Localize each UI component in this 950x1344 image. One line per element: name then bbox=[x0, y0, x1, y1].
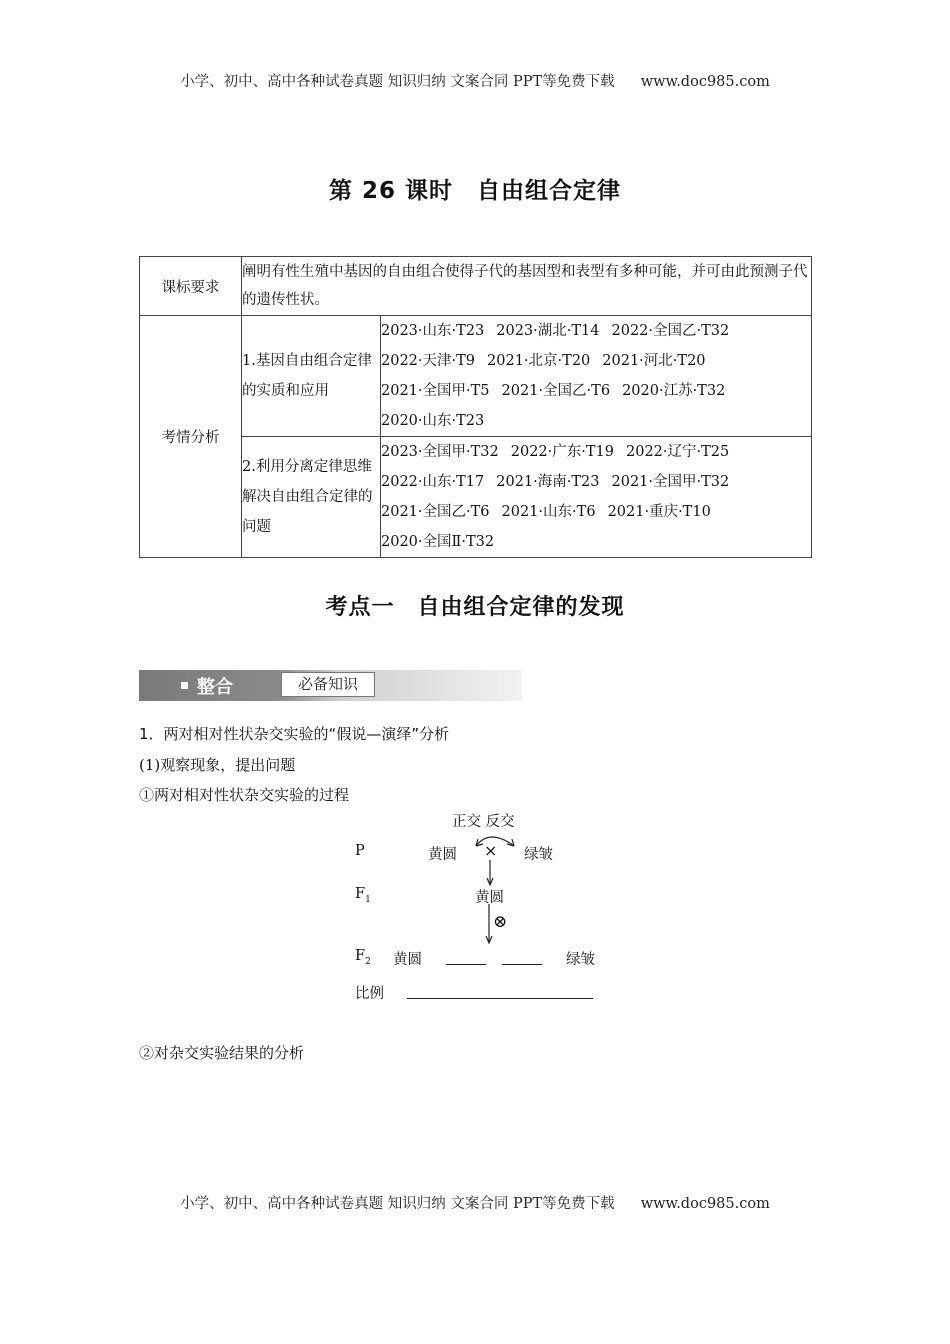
ref-row bbox=[381, 497, 811, 527]
row-label-standard: 课标要求 bbox=[140, 257, 242, 316]
ref-item: 2020·江苏·T32 bbox=[622, 383, 726, 399]
f1-label bbox=[355, 886, 371, 905]
f1-subscript: 1 bbox=[365, 894, 371, 905]
ref-item: 2022·山东·T17 bbox=[381, 474, 485, 490]
self-cross-symbol: ⊗ bbox=[493, 912, 508, 932]
ref-item: 2021·全国甲·T5 bbox=[381, 383, 490, 399]
page-footer bbox=[0, 1192, 950, 1213]
ref-item: 2022·辽宁·T25 bbox=[626, 444, 730, 460]
header-site: www.doc985.com bbox=[640, 74, 770, 90]
f2-blank-2 bbox=[502, 964, 542, 965]
ref-item: 2020·全国Ⅱ·T32 bbox=[381, 534, 495, 550]
ref-item: 2022·全国乙·T32 bbox=[611, 323, 730, 339]
p-parent-1: 黄圆 bbox=[428, 847, 457, 863]
f2-blank-1 bbox=[446, 964, 486, 965]
curriculum-table bbox=[139, 256, 812, 558]
ref-row bbox=[381, 376, 811, 406]
p-label: P bbox=[355, 843, 365, 859]
ref-item: 2021·北京·T20 bbox=[487, 353, 591, 369]
item-1: 1．两对相对性状杂交实验的“假说—演绎”分析 bbox=[139, 725, 450, 743]
ref-item: 2021·河北·T20 bbox=[602, 353, 706, 369]
header-text: 小学、初中、高中各种试卷真题 知识归纳 文案合同 PPT等免费下载 bbox=[180, 74, 615, 90]
ref-item: 2023·湖北·T14 bbox=[496, 323, 600, 339]
f2-letter: F bbox=[355, 948, 366, 964]
ref-item: 2023·山东·T23 bbox=[381, 323, 485, 339]
ref-row bbox=[381, 316, 811, 346]
ref-item: 2021·全国甲·T32 bbox=[611, 474, 730, 490]
footer-site: www.doc985.com bbox=[640, 1196, 770, 1212]
item-1-1: (1)观察现象，提出问题 bbox=[139, 756, 296, 774]
ref-row bbox=[381, 406, 811, 436]
square-bullet-icon bbox=[181, 682, 188, 689]
cross-labels: 正交 反交 bbox=[452, 814, 515, 830]
ref-item: 2021·全国乙·T6 bbox=[501, 383, 611, 399]
exam-refs-2 bbox=[381, 437, 812, 558]
item-1-1-b: ②对杂交实验结果的分析 bbox=[139, 1044, 305, 1062]
ref-item: 2020·山东·T23 bbox=[381, 413, 485, 429]
f1-letter: F bbox=[355, 886, 366, 902]
footer-text: 小学、初中、高中各种试卷真题 知识归纳 文案合同 PPT等免费下载 bbox=[180, 1196, 615, 1212]
ratio-blank bbox=[407, 998, 593, 999]
ref-item: 2023·全国甲·T32 bbox=[381, 444, 499, 460]
f2-label bbox=[355, 948, 371, 967]
ref-item: 2021·海南·T23 bbox=[496, 474, 600, 490]
row-label-analysis: 考情分析 bbox=[140, 316, 242, 558]
f2-phenotype-1: 黄圆 bbox=[393, 952, 422, 968]
page-title: 第 26 课时 自由组合定律 bbox=[328, 178, 622, 204]
f2-subscript: 2 bbox=[365, 956, 371, 967]
page-header bbox=[0, 70, 950, 91]
ref-item: 2022·广东·T19 bbox=[510, 444, 614, 460]
f2-phenotype-4: 绿皱 bbox=[566, 952, 595, 968]
ref-item: 2021·重庆·T10 bbox=[607, 504, 711, 520]
ref-item: 2022·天津·T9 bbox=[381, 353, 476, 369]
ref-item: 2021·全国乙·T6 bbox=[381, 504, 490, 520]
ref-row bbox=[381, 467, 811, 497]
section-title: 考点一 自由组合定律的发现 bbox=[325, 595, 625, 620]
standard-text: 阐明有性生殖中基因的自由组合使得子代的基因型和表型有多种可能，并可由此预测子代的遗传性状。 bbox=[242, 257, 812, 316]
item-1-1-a: ①两对相对性状杂交实验的过程 bbox=[139, 786, 350, 804]
banner-main-label: 整合 bbox=[197, 677, 233, 698]
subtopic-2: 2.利用分离定律思维解决自由组合定律的问题 bbox=[242, 437, 381, 558]
banner-sub-label: 必备知识 bbox=[281, 672, 375, 697]
subtopic-1: 1.基因自由组合定律的实质和应用 bbox=[242, 316, 381, 437]
ref-row bbox=[381, 346, 811, 376]
arrow-down-icon bbox=[484, 860, 496, 886]
p-parent-2: 绿皱 bbox=[524, 847, 553, 863]
ref-row bbox=[381, 437, 811, 467]
knowledge-banner bbox=[139, 670, 522, 701]
cross-symbol: × bbox=[484, 841, 498, 860]
exam-refs-1 bbox=[381, 316, 812, 437]
ratio-label: 比例 bbox=[355, 986, 384, 1002]
ref-row bbox=[381, 527, 811, 557]
f1-phenotype: 黄圆 bbox=[475, 890, 504, 906]
ref-item: 2021·山东·T6 bbox=[501, 504, 596, 520]
